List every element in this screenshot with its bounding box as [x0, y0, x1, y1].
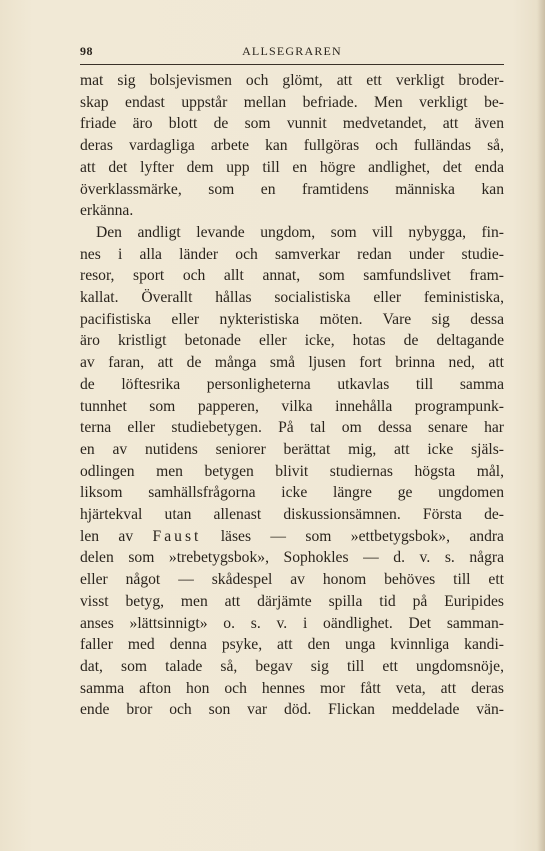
text-line: erkänna.	[80, 202, 134, 220]
faust-spaced-title: Faust	[152, 527, 202, 545]
running-head	[80, 44, 504, 62]
text-line: tunnhet som papperen, vilka innehålla programpunk-	[80, 397, 504, 415]
text-line: de löftesrika personligheterna utkavlas till samma	[80, 375, 504, 393]
text-line: deras vardagliga arbete kan fullgöras och fulländas så,	[80, 137, 504, 155]
faust-before: len av	[80, 527, 153, 545]
text-line: resor, sport och allt annat, som samfundslivet fram-	[80, 267, 504, 285]
running-title: ALLSEGRAREN	[242, 44, 342, 58]
text-line: nes i alla länder och samverkar redan under studie-	[80, 245, 504, 263]
text-line: av faran, att de många små ljusen fort brinna ned, att	[80, 354, 504, 372]
text-line: äro kristligt betonade eller icke, hotas de deltagande	[80, 332, 504, 350]
text-line-faust	[80, 526, 504, 548]
text-line: eller något — skådespel av honom behöves till ett	[80, 571, 504, 589]
paragraph-first-line: Den andligt levande ungdom, som vill nybygga, fin-	[96, 223, 504, 241]
text-line: kallat. Överallt hållas socialistiska eller feministiska,	[80, 289, 504, 307]
text-line: mat sig bolsjevismen och glömt, att ett verkligt broder-	[80, 72, 504, 89]
text-line: att det lyfter dem upp till en högre andlighet, det enda	[80, 158, 504, 176]
text-line: visst betyg, men att därjämte spilla tid på Euripides	[80, 592, 504, 610]
text-line: en av nutidens seniorer berättat mig, att icke själs-	[80, 440, 504, 458]
text-line: ende bror och son var död. Flickan meddelade vän-	[80, 701, 504, 719]
page-edge-shadow	[537, 0, 545, 851]
text-line: dat, som talade så, begav sig till ett ungdomsnöje,	[80, 657, 504, 675]
text-line: odlingen men betygen blivit studiernas högsta mål,	[80, 462, 504, 480]
text-line: delen som »trebetygsbok», Sophokles — d. v. s. några	[80, 549, 504, 567]
text-line: samma afton hon och hennes mor fått veta, att deras	[80, 679, 504, 697]
text-line: hjärtekval utan allenast diskussionsämnen. Första de-	[80, 506, 504, 524]
body-text	[80, 70, 504, 721]
page-number: 98	[80, 44, 93, 58]
text-line: faller med denna psyke, att den unga kvinnliga kandi-	[80, 636, 504, 654]
text-line: anses »lättsinnigt» o. s. v. i oändlighet. Det samman-	[80, 614, 504, 632]
text-line: pacifistiska eller nykteristiska möten. Vare sig dessa	[80, 310, 504, 328]
text-line: terna eller studiebetygen. På tal om dessa senare har	[80, 419, 504, 437]
text-line: överklassmärke, som en framtidens människa kan	[80, 180, 504, 198]
header-rule	[80, 64, 504, 65]
faust-after: läses — som »ettbetygsbok», andra	[201, 527, 504, 545]
text-line: friade äro blott de som vunnit medvetandet, att även	[80, 115, 504, 133]
text-line: skap endast uppstår mellan befriade. Men verkligt be-	[80, 93, 504, 111]
text-line: liksom samhällsfrågorna icke längre ge ungdomen	[80, 484, 504, 502]
